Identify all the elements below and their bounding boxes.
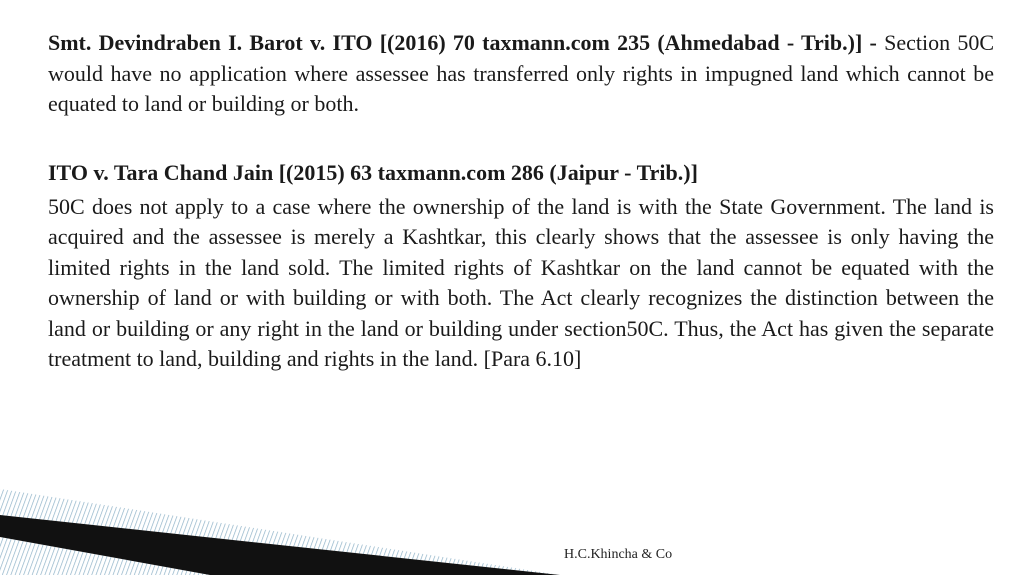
case1-paragraph [48, 28, 994, 120]
case2-title: ITO v. Tara Chand Jain [(2015) 63 taxmann.com 286 (Jaipur - Trib.)] [48, 159, 698, 185]
case2-body: 50C does not apply to a case where the ownership of the land is with the State Government. The land is acquired and the assessee is merely a Kashtkar, this clearly shows that the assessee is only having the limited rights in the land sold. The limited rights of Kashtkar on the land cannot be equated with the ownership of land or with building or with both. The Act clearly recognizes the distinction between the land or building or any right in the land or building under section50C. Thus, the Act has given the separate treatment to land, building and rights in the land. [Para 6.10] [48, 193, 994, 371]
decorative-swoosh [0, 475, 560, 575]
footer-company: H.C.Khincha & Co [564, 547, 673, 562]
slide-content [48, 28, 994, 375]
case1-body: Section 50C would have no application where assessee has transferred only rights in impugned land which cannot be equated to land or building or both. [48, 30, 995, 116]
case1-separator: - [862, 30, 885, 55]
case2-block [48, 158, 994, 375]
case1-title: Smt. Devindraben I. Barot v. ITO [(2016) 70 taxmann.com 235 (Ahmedabad - Trib.)] [48, 30, 863, 55]
